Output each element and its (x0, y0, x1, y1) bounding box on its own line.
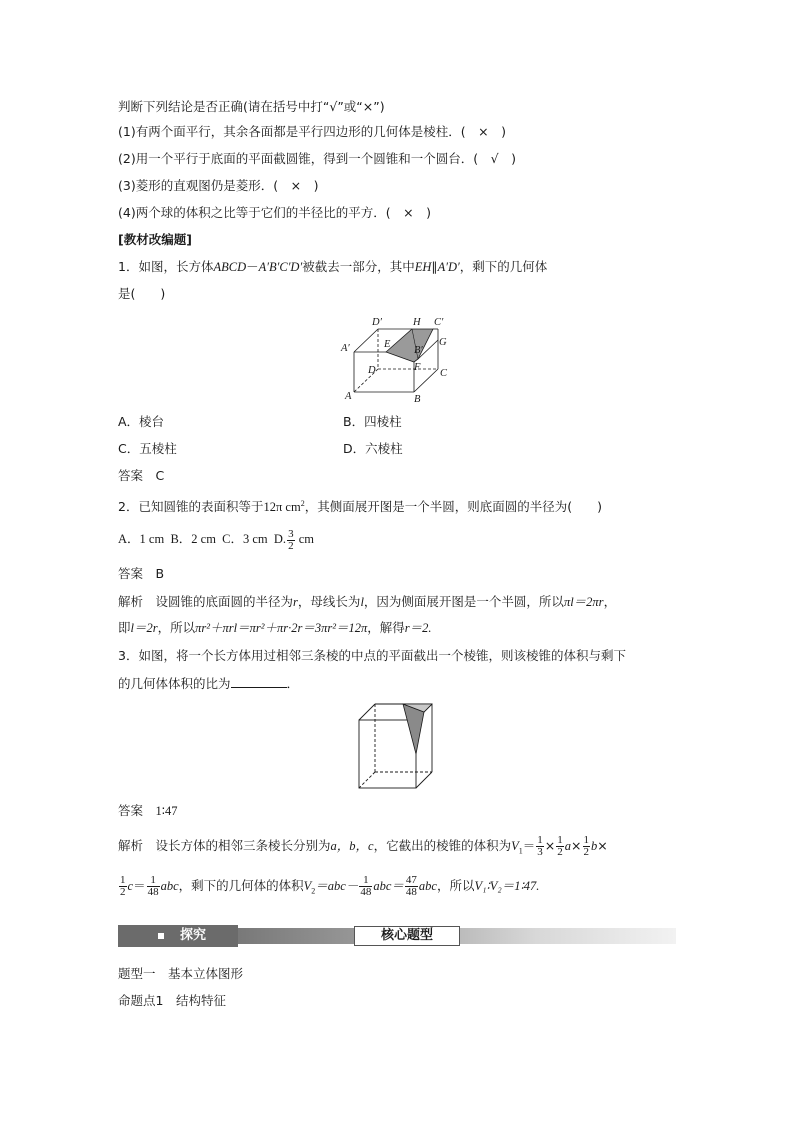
fraction (119, 875, 127, 898)
q2-analysis-1 (118, 593, 616, 611)
q2-option-d-prefix: D. (273, 532, 287, 546)
q3-answer (118, 802, 178, 820)
var-b: b (591, 839, 598, 853)
q1-option-c: C．五棱柱 (118, 441, 177, 456)
q3-text: ． (286, 676, 300, 691)
q1-answer (118, 467, 164, 485)
label-Ap: A′ (341, 343, 350, 354)
frac-den: 2 (288, 539, 294, 552)
frac-num: 1 (147, 875, 160, 887)
formula: abc＝ (373, 879, 404, 893)
q1-var: A′D′ (437, 260, 460, 274)
analysis-text: 设圆锥的底面圆的半径为 (155, 594, 294, 609)
frac-num: 3 (288, 527, 294, 540)
answer-blank (231, 675, 287, 688)
fraction (536, 835, 544, 858)
q1-dash: － (246, 259, 259, 274)
heading-1: 题型一 基本立体图形 (118, 966, 244, 981)
label-Bp: B′ (414, 345, 423, 356)
q2-option-d-unit: cm (298, 532, 314, 546)
judgment-2 (118, 150, 516, 168)
analysis-label: 解析 (118, 594, 144, 609)
var-abc: abc (160, 879, 179, 893)
frac-num: 1 (120, 874, 126, 886)
analysis-text: ，所以 (436, 878, 475, 893)
banner-left-text: 探究 (180, 928, 207, 943)
label-C: C (440, 368, 448, 379)
label-H: H (413, 317, 421, 328)
judgment-mark: √ (490, 151, 499, 166)
section-label: [教材改编题] (118, 232, 192, 247)
analysis-text: ，它截出的棱锥的体积为 (373, 838, 512, 853)
answer-label: 答案 (118, 803, 144, 818)
fraction (583, 835, 591, 858)
label-F: F (414, 362, 421, 373)
label-B: B (414, 394, 421, 405)
sub: 1 (518, 846, 523, 856)
formula: πr²＋πrl＝πr²＋πr·2r＝3πr²＝12π (195, 621, 368, 635)
q3-line2 (118, 675, 299, 693)
frac-num: 1 (359, 875, 372, 887)
var-abc: abc (418, 879, 437, 893)
q1-option-a: A．棱台 (118, 414, 165, 429)
frac-num: 1 (537, 834, 543, 846)
frac-den: 48 (405, 886, 417, 898)
label-A: A (345, 391, 352, 402)
judgment-close: ) (488, 124, 506, 139)
judgment-text: (3)菱形的直观图仍是菱形．( (118, 178, 291, 193)
judgment-close: ) (498, 151, 516, 166)
analysis-text: ， (603, 594, 617, 609)
frac-den: 48 (147, 886, 159, 898)
q2-stem (118, 495, 602, 516)
answer-value: B (155, 566, 165, 581)
label-Cp: C′ (434, 317, 444, 328)
q1-var: ABCD (213, 260, 247, 274)
q1-par: ∥ (431, 259, 438, 274)
times: × (571, 838, 582, 853)
judgment-text: (4)两个球的体积之比等于它们的半径比的平方．( (118, 205, 404, 220)
frac-den: 3 (537, 846, 543, 858)
banner-left (118, 925, 238, 947)
q2-answer (118, 565, 164, 583)
banner-right-text: 核心题型 (354, 926, 460, 946)
judgment-mark: × (290, 178, 302, 193)
square-icon (158, 933, 164, 939)
formula: l＝2r (130, 621, 158, 635)
analysis-text: 设长方体的相邻三条棱长分别为 (155, 838, 331, 853)
label-G: G (439, 337, 447, 348)
fraction (405, 875, 418, 898)
fraction (359, 875, 372, 898)
var-c: c (127, 879, 134, 893)
q1-var: EH (414, 260, 432, 274)
answer-label: 答案 (118, 566, 144, 581)
answer-label: 答案 (118, 468, 144, 483)
analysis-text: 即 (118, 620, 131, 635)
answer-value: 1∶47 (155, 804, 178, 818)
label-D: D (368, 365, 376, 376)
judgment-1 (118, 123, 506, 141)
analysis-text: ，所以 (157, 620, 196, 635)
q2-area: 12π cm (263, 500, 301, 515)
q1-text: ，剩下的几何体 (459, 259, 548, 274)
cut-face (386, 329, 433, 362)
formula: V₁∶V₂＝1∶47. (474, 879, 540, 893)
frac-num: 1 (583, 834, 589, 846)
analysis-text: ，母线长为 (297, 594, 361, 609)
vars: a，b，c (330, 839, 374, 853)
q3-text: 的几何体体积的比为 (118, 676, 231, 691)
answer-value: C (155, 468, 165, 483)
var-V: V (511, 839, 519, 853)
frac-num: 47 (405, 874, 417, 886)
q1-option-d: D．六棱柱 (343, 441, 403, 456)
frac-num: 1 (557, 834, 563, 846)
q2-text: 2．已知圆锥的表面积等于 (118, 499, 264, 515)
frac-den: 2 (120, 886, 126, 898)
frac-den: 2 (557, 846, 563, 858)
intro-text: 判断下列结论是否正确(请在括号中打“√”或“×”) (118, 99, 385, 114)
q2-option-a: A．1 cm (118, 532, 165, 546)
eq: ＝ (133, 878, 146, 893)
heading-2: 命题点1 结构特征 (118, 993, 226, 1008)
fraction (556, 835, 564, 858)
q1-option-b: B．四棱柱 (343, 414, 402, 429)
q2-option-c: C．3 cm (222, 532, 268, 546)
section-banner (118, 925, 676, 947)
q2-text: ，其侧面展开图是一个半圆，则底面圆的半径为( ) (304, 499, 602, 515)
q2-analysis-2 (118, 619, 432, 637)
q1-line1 (118, 258, 547, 276)
judgment-mark: × (478, 124, 489, 139)
sub: 2 (311, 886, 316, 896)
judgment-4 (118, 204, 431, 222)
judgment-3 (118, 177, 318, 195)
var-r: r (293, 595, 298, 609)
judgment-mark: × (403, 205, 414, 220)
q1-text: 被截去一部分，其中 (302, 259, 415, 274)
pyramid-cut (403, 704, 424, 754)
var-l: l (360, 595, 364, 609)
label-Dp: D′ (372, 317, 382, 328)
fraction (147, 875, 160, 898)
q2-area-sup: 2 (300, 499, 305, 508)
analysis-label: 解析 (118, 838, 144, 853)
times: × (597, 838, 608, 853)
analysis-text: ，剩下的几何体的体积 (178, 878, 304, 893)
q1-var: A′B′C′D′ (258, 260, 303, 274)
q3-analysis-2 (118, 872, 539, 906)
analysis-text: ，解得 (367, 620, 405, 635)
var-V: V (303, 879, 312, 893)
formula: ＝abc－ (315, 879, 359, 893)
eq: ＝ (522, 838, 536, 853)
q2-option-d-fraction (287, 529, 295, 552)
times: × (544, 838, 556, 853)
judgment-text: (2)用一个平行于底面的平面截圆锥，得到一个圆锥和一个圆台．( (118, 151, 491, 166)
formula: πl＝2πr (563, 595, 604, 609)
q2-options (118, 526, 314, 552)
q3-figure (355, 700, 435, 792)
judgment-close: ) (301, 178, 319, 193)
analysis-text: ，因为侧面展开图是一个半圆，所以 (363, 594, 564, 609)
frac-den: 48 (360, 886, 372, 898)
formula: r＝2. (404, 621, 432, 635)
judgment-text: (1)有两个面平行，其余各面都是平行四边形的几何体是棱柱．( (118, 124, 479, 139)
frac-den: 2 (583, 846, 589, 858)
q3-line1: 3．如图，将一个长方体用过相邻三条棱的中点的平面截出一个棱锥，则该棱锥的体积与剩下 (118, 648, 626, 663)
q2-option-b: B．2 cm (170, 532, 216, 546)
q1-text: 1．如图，长方体 (118, 259, 214, 274)
label-E: E (384, 339, 391, 350)
q3-analysis-1 (118, 832, 608, 866)
q1-figure (338, 312, 458, 406)
var-a: a (564, 839, 572, 853)
q1-line2: 是( ) (118, 286, 166, 301)
judgment-close: ) (413, 205, 431, 220)
